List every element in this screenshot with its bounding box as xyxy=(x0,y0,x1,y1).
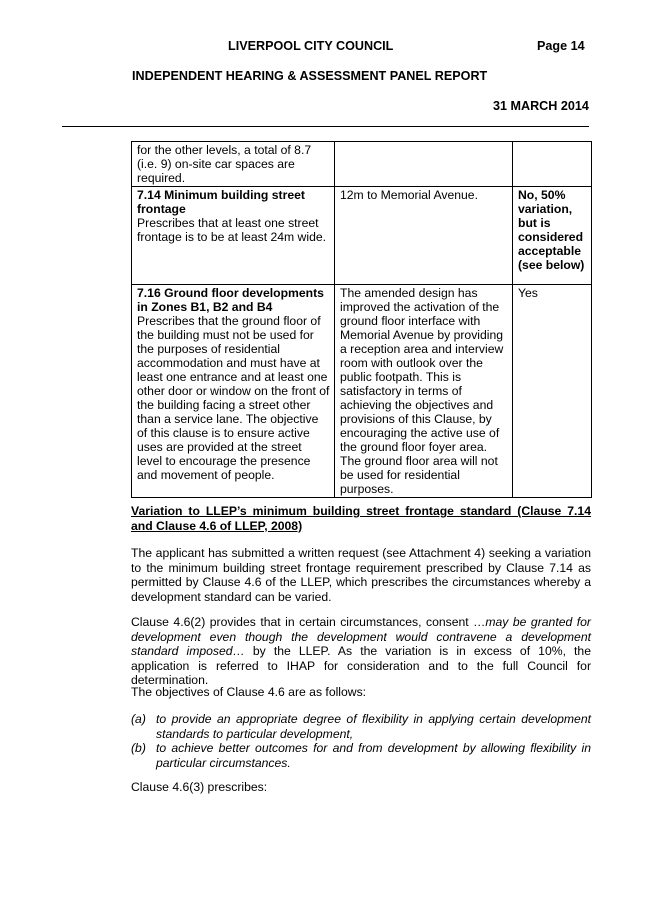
page-number: Page 14 xyxy=(537,39,585,53)
table-cell-requirement xyxy=(132,187,335,285)
table-cell-requirement: for the other levels, a total of 8.7 (i.e. 9) on-site car spaces are required. xyxy=(132,142,335,187)
report-date: 31 MARCH 2014 xyxy=(493,99,589,113)
table-cell-compliance: No, 50% variation, but is considered acceptable (see below) xyxy=(513,187,592,285)
table-cell-proposal xyxy=(335,142,513,187)
clause-text: Prescribes that at least one street frontage is to be at least 24m wide. xyxy=(137,216,327,244)
list-marker: (a) xyxy=(131,712,146,726)
paragraph xyxy=(131,615,591,688)
table-row xyxy=(132,285,592,498)
table-cell-compliance: Yes xyxy=(513,285,592,498)
report-title: INDEPENDENT HEARING & ASSESSMENT PANEL REPORT xyxy=(132,69,488,83)
paragraph-text: by the LLEP. As the variation is in excess of 10%, the application is referred to IHAP for consideration and to the full Council for determination. xyxy=(131,644,591,688)
clause-text: Prescribes that the ground floor of the building must not be used for the purposes of residential accommodation and must have at least one entrance and at least one other door or window on the front of the building facing a street other than a service lane. The objective of this clause is to ensure active uses are provided at the street level to encourage the presence and movement of people. xyxy=(137,314,330,482)
section-heading: Variation to LLEP’s minimum building street frontage standard (Clause 7.14 and Clause 4.6 of LLEP, 2008) xyxy=(131,504,591,533)
list-marker: (b) xyxy=(131,741,146,756)
clause-title: 7.16 Ground floor developments in Zones B1, B2 and B4 xyxy=(137,286,324,314)
table-cell-proposal: 12m to Memorial Avenue. xyxy=(335,187,513,285)
objectives-list xyxy=(131,712,591,770)
paragraph: Clause 4.6(3) prescribes: xyxy=(131,780,268,794)
table-cell-requirement xyxy=(132,285,335,498)
table-cell-proposal: The amended design has improved the activation of the ground floor interface with Memorial Avenue by providing a reception area and interview room with outlook over the public footpath. This is satisfactory in terms of achieving the objectives and provisions of this Clause, by encouraging the active use of the ground floor foyer area. The ground floor area will not be used for residential purposes. xyxy=(335,285,513,498)
paragraph: The applicant has submitted a written request (see Attachment 4) seeking a variation to the minimum building street frontage requirement prescribed by Clause 7.14 as permitted by Clause 4.6 of the LLEP, which prescribes the circumstances whereby a development standard can be varied. xyxy=(131,546,591,604)
list-item xyxy=(131,712,591,741)
paragraph-text: Clause 4.6(2) provides that in certain circumstances, consent … xyxy=(131,615,486,629)
council-name: LIVERPOOL CITY COUNCIL xyxy=(228,39,394,53)
table-row xyxy=(132,142,592,187)
table-cell-compliance xyxy=(513,142,592,187)
table-row xyxy=(132,187,592,285)
list-text: to provide an appropriate degree of flexibility in applying certain development standards to particular development, xyxy=(156,712,591,741)
quoted-text: may be granted for development even though the development would contravene a development standard imposed… xyxy=(131,615,591,659)
list-text: to achieve better outcomes for and from development by allowing flexibility in particular circumstances. xyxy=(156,741,591,770)
list-item xyxy=(131,741,591,770)
paragraph: The objectives of Clause 4.6 are as follows: xyxy=(131,685,367,699)
header-divider xyxy=(62,126,589,127)
clause-title: 7.14 Minimum building street frontage xyxy=(137,188,305,216)
compliance-table xyxy=(131,141,592,498)
